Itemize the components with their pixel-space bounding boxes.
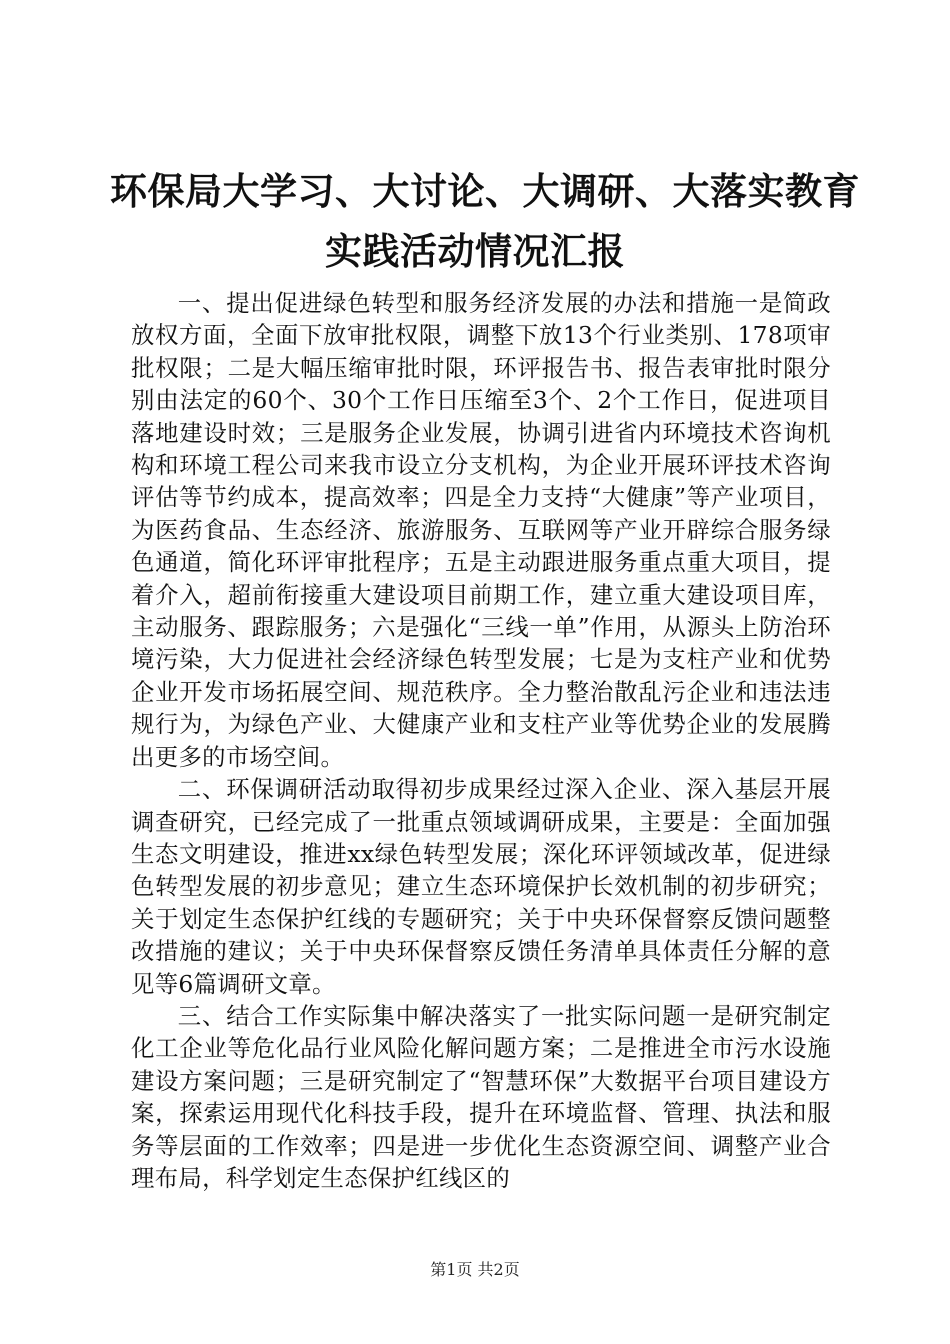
document-body — [131, 287, 831, 1194]
paragraph-1: 一、提出促进绿色转型和服务经济发展的办法和措施一是简政放权方面，全面下放审批权限，调整下放13个行业类别、178项审批权限；二是大幅压缩审批时限，环评报告书、报告表审批时限分别由法定的60个、30个工作日压缩至3个、2个工作日，促进项目落地建设时效；三是服务企业发展，协调引进省内环境技术咨询机构和环境工程公司来我市设立分支机构，为企业开展环评技术咨询评估等节约成本，提高效率；四是全力支持“大健康”等产业项目，为医药食品、生态经济、旅游服务、互联网等产业开辟综合服务绿色通道，简化环评审批程序；五是主动跟进服务重点重大项目，提着介入，超前衔接重大建设项目前期工作，建立重大建设项目库，主动服务、跟踪服务；六是强化“三线一单”作用，从源头上防治环境污染，大力促进社会经济绿色转型发展；七是为支柱产业和优势企业开发市场拓展空间、规范秩序。全力整治散乱污企业和违法违规行为，为绿色产业、大健康产业和支柱产业等优势企业的发展腾出更多的市场空间。 — [131, 289, 831, 771]
paragraph-2: 二、环保调研活动取得初步成果经过深入企业、深入基层开展调查研究，已经完成了一批重点领域调研成果，主要是：全面加强生态文明建设，推进xx绿色转型发展；深化环评领域改革，促进绿色转型发展的初步意见；建立生态环境保护长效机制的初步研究；关于划定生态保护红线的专题研究；关于中央环保督察反馈问题整改措施的建议；关于中央环保督察反馈任务清单具体责任分解的意见等6篇调研文章。 — [131, 775, 831, 998]
document-title-line-1: 环保局大学习、大讨论、大调研、大落实教育 — [110, 170, 860, 213]
paragraph-3: 三、结合工作实际集中解决落实了一批实际问题一是研究制定化工企业等危化品行业风险化解问题方案；二是推进全市污水设施建设方案问题；三是研究制定了“智慧环保”大数据平台项目建设方案，探索运用现代化科技手段，提升在环境监督、管理、执法和服务等层面的工作效率；四是进一步优化生态资源空间、调整产业合理布局，科学划定生态保护红线区的 — [131, 1001, 831, 1192]
page-footer: 第1页 共2页 — [430, 1260, 520, 1279]
document-title-line-2: 实践活动情况汇报 — [325, 230, 625, 273]
